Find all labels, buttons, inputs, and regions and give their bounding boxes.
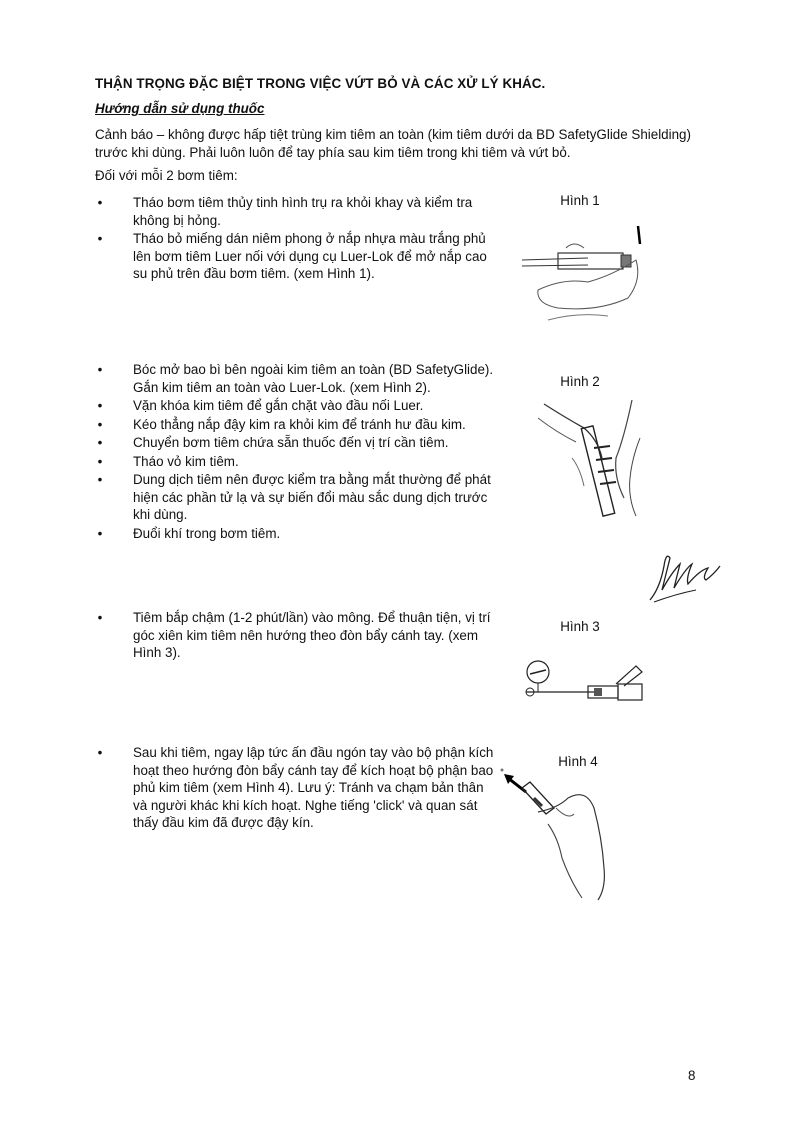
page-number: 8 [688,1068,696,1083]
needle-attach-illustration-icon [536,398,646,523]
needle-bevel-lever-illustration-icon [520,654,650,708]
list-item [95,194,497,229]
list-item-text: Tháo bỏ miếng dán niêm phong ở nắp nhựa màu trắng phủ lên bơm tiêm Luer nối với dụng cụ Luer-Lok để mở nắp cao su phủ trên đầu bơm tiêm. (xem Hình 1). [133,231,487,281]
list-item [95,230,497,283]
shield-activation-illustration-icon [498,768,618,903]
list-item-text: Kéo thẳng nắp đậy kim ra khỏi kim để tránh hư đầu kim. [133,416,466,432]
bullet-icon: • [97,435,103,450]
list-item [95,397,495,415]
bullet-icon: • [97,398,103,413]
list-item [95,416,495,434]
list-item-text: Vặn khóa kim tiêm để gắn chặt vào đầu nối Luer. [133,398,424,413]
list-item [95,471,495,524]
handwritten-signature-icon [646,544,726,611]
list-item [95,744,495,832]
figure-4-label: Hình 4 [558,754,598,769]
list-item-text: Tháo bơm tiêm thủy tinh hình trụ ra khỏi khay và kiểm tra không bị hỏng. [133,195,473,228]
figure-2-label: Hình 2 [560,374,600,389]
bullet-list-1 [95,194,497,284]
bullet-list-2 [95,361,495,543]
list-item-text: Dung dịch tiêm nên được kiểm tra bằng mắt thường để phát hiện các phần tử lạ và sự biến đổi màu sắc dung dịch trước khi dùng. [133,472,491,522]
list-item-text: Tiêm bắp chậm (1-2 phút/lần) vào mông. Để thuận tiện, vị trí góc xiên kim tiêm nên hướng theo đòn bẩy cánh tay. (xem Hình 3). [133,610,491,660]
list-item-text: Chuyển bơm tiêm chứa sẵn thuốc đến vị trí cần tiêm. [133,435,449,450]
intro-line: Đối với mỗi 2 bơm tiêm: [95,168,238,183]
bullet-icon: • [97,745,103,760]
bullet-icon: • [97,610,103,625]
bullet-icon: • [97,195,103,210]
bullet-icon: • [97,453,103,469]
bullet-icon: • [97,472,103,487]
list-item [95,434,495,452]
list-item-text: Sau khi tiêm, ngay lập tức ấn đầu ngón tay vào bộ phận kích hoạt theo hướng đòn bẩy cánh tay để kích hoạt bộ phận bao phủ kim tiêm (xem Hình 4). Lưu ý: Tránh va chạm bản thân và người khác khi kích hoạt. Nghe tiếng 'click' và quan sát thấy đầu kim đã được đậy kín. [133,745,494,830]
list-item [95,361,495,396]
bullet-icon: • [97,416,103,432]
list-item-text: Bóc mở bao bì bên ngoài kim tiêm an toàn (BD SafetyGlide). Gắn kim tiêm an toàn vào Luer-Lok. (xem Hình 2). [133,362,494,395]
figure-3-label: Hình 3 [560,619,600,634]
bullet-icon: • [97,362,103,377]
list-item-text: Đuổi khí trong bơm tiêm. [133,525,281,541]
list-item [95,453,495,471]
bullet-icon: • [97,231,103,246]
list-item-text: Tháo vỏ kim tiêm. [133,453,239,469]
list-item [95,525,495,543]
bullet-list-3 [95,609,495,663]
usage-subheading: Hướng dẫn sử dụng thuốc [95,101,265,116]
list-item [95,609,495,662]
bullet-icon: • [97,525,103,541]
bullet-list-4 [95,744,495,833]
figure-1-label: Hình 1 [560,193,600,208]
section-heading: THẬN TRỌNG ĐẶC BIỆT TRONG VIỆC VỨT BỎ VÀ CÁC XỬ LÝ KHÁC. [95,76,546,91]
warning-paragraph: Cảnh báo – không được hấp tiệt trùng kim tiêm an toàn (kim tiêm dưới da BD SafetyGlide Shielding) trước khi dùng. Phải luôn luôn để tay phía sau kim tiêm trong khi tiêm và vứt bỏ. [95,127,691,160]
syringe-cap-removal-illustration-icon [518,220,648,335]
